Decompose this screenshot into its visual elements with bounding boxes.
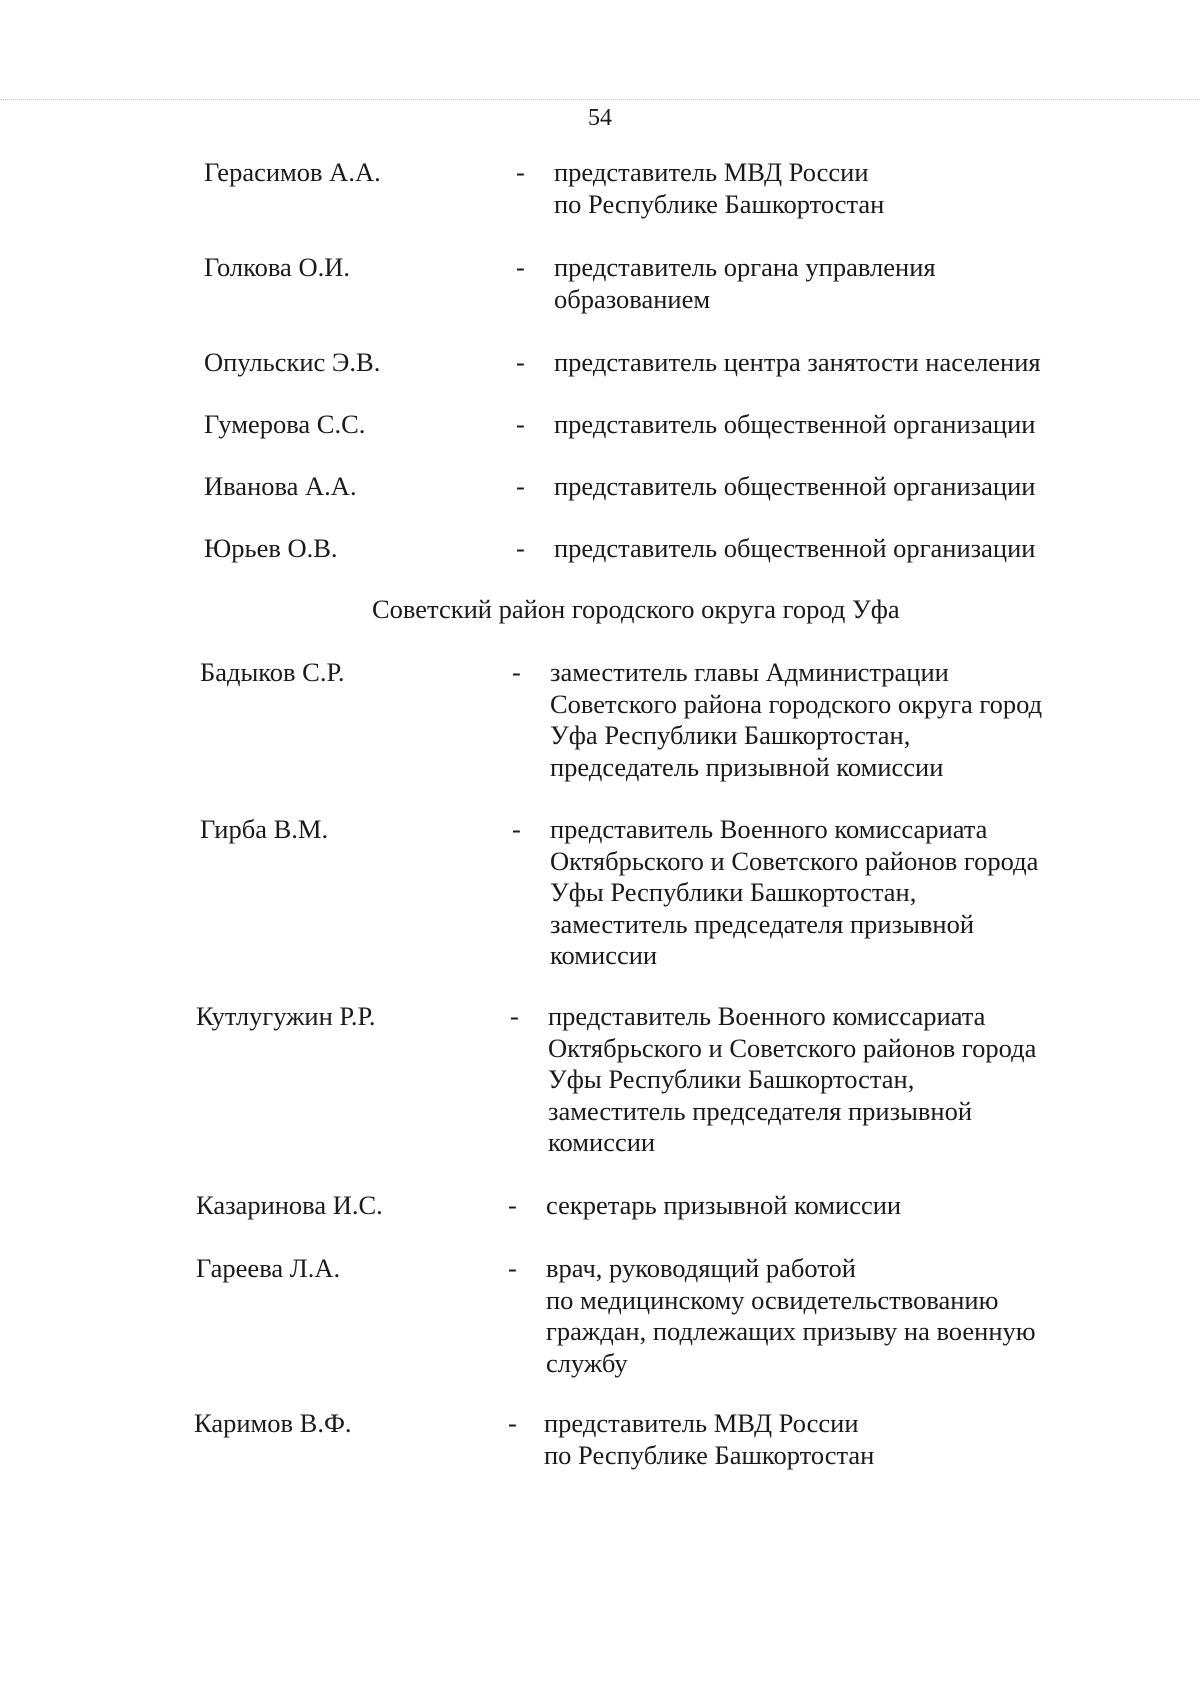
- member-name: Кутлугужин Р.Р.: [196, 1001, 376, 1031]
- role-line: заместитель главы Администрации: [550, 657, 949, 687]
- role-line: Советского района городского округа город: [550, 688, 1043, 719]
- role-line: граждан, подлежащих призыву на военную: [546, 1316, 1036, 1346]
- member-name: Бадыков С.Р.: [200, 657, 345, 687]
- member-dash: -: [508, 1253, 517, 1283]
- page-number: 54: [588, 105, 612, 131]
- member-name: Гирба В.М.: [200, 814, 329, 844]
- role-line: представитель Военного комиссариата: [548, 1001, 986, 1031]
- member-role: [554, 471, 1035, 503]
- role-line: представитель МВД России: [554, 157, 869, 187]
- member-dash: -: [510, 1001, 519, 1031]
- role-line: Октябрьского и Советского районов города: [548, 1032, 1037, 1063]
- member-role: [550, 657, 1042, 783]
- member-role: [548, 1001, 1036, 1159]
- member-name: Казаринова И.С.: [196, 1190, 383, 1220]
- role-line: врач, руководящий работой: [546, 1253, 856, 1283]
- member-dash: -: [508, 1408, 517, 1438]
- member-role: [546, 1253, 1036, 1379]
- scan-artifact-line: [0, 99, 1200, 100]
- role-line: комиссии: [548, 1127, 656, 1157]
- member-name: Юрьев О.В.: [204, 533, 338, 563]
- section-heading: Советский район городского округа город Уфа: [372, 594, 900, 624]
- role-line: представитель общественной организации: [554, 409, 1036, 439]
- member-role: [546, 1190, 901, 1222]
- role-line: представитель общественной организации: [554, 471, 1036, 501]
- role-line: по Республике Башкортостан: [544, 1439, 875, 1470]
- member-dash: -: [516, 471, 525, 501]
- role-line: представитель органа управления: [554, 252, 936, 282]
- role-line: представитель центра занятости населения: [554, 347, 1041, 377]
- member-name: Каримов В.Ф.: [194, 1408, 352, 1438]
- role-line: секретарь призывной комиссии: [546, 1190, 902, 1220]
- member-name: Герасимов А.А.: [204, 157, 381, 187]
- role-line: представитель Военного комиссариата: [550, 814, 988, 844]
- member-dash: -: [512, 657, 521, 687]
- role-line: Уфа Республики Башкортостан,: [550, 720, 911, 750]
- member-name: Голкова О.И.: [204, 252, 350, 282]
- member-name: Иванова А.А.: [204, 471, 357, 501]
- role-line: представитель общественной организации: [554, 533, 1036, 563]
- member-role: [544, 1408, 874, 1471]
- member-role: [554, 252, 936, 315]
- role-line: представитель МВД России: [544, 1408, 859, 1438]
- member-dash: -: [516, 347, 525, 377]
- member-role: [550, 814, 1038, 972]
- role-line: заместитель председателя призывной: [550, 908, 974, 939]
- member-role: [554, 533, 1035, 565]
- member-dash: -: [512, 814, 521, 844]
- member-role: [554, 409, 1035, 441]
- member-dash: -: [516, 409, 525, 439]
- role-line: Уфы Республики Башкортостан,: [548, 1064, 915, 1094]
- role-line: по медицинскому освидетельствованию: [546, 1284, 999, 1315]
- role-line: службу: [546, 1347, 628, 1378]
- member-dash: -: [508, 1190, 517, 1220]
- member-dash: -: [516, 252, 525, 282]
- member-name: Гумерова С.С.: [204, 409, 366, 439]
- role-line: председатель призывной комиссии: [550, 751, 944, 782]
- member-name: Опульскис Э.В.: [204, 347, 381, 377]
- member-name: Гареева Л.А.: [196, 1253, 341, 1283]
- role-line: Октябрьского и Советского районов города: [550, 845, 1039, 876]
- role-line: Уфы Республики Башкортостан,: [550, 877, 917, 907]
- member-role: [554, 157, 884, 220]
- member-dash: -: [516, 157, 525, 187]
- role-line: по Республике Башкортостан: [554, 188, 885, 219]
- role-line: комиссии: [550, 940, 658, 970]
- member-role: [554, 347, 1041, 379]
- role-line: заместитель председателя призывной: [548, 1095, 972, 1126]
- role-line: образованием: [554, 283, 711, 314]
- member-dash: -: [516, 533, 525, 563]
